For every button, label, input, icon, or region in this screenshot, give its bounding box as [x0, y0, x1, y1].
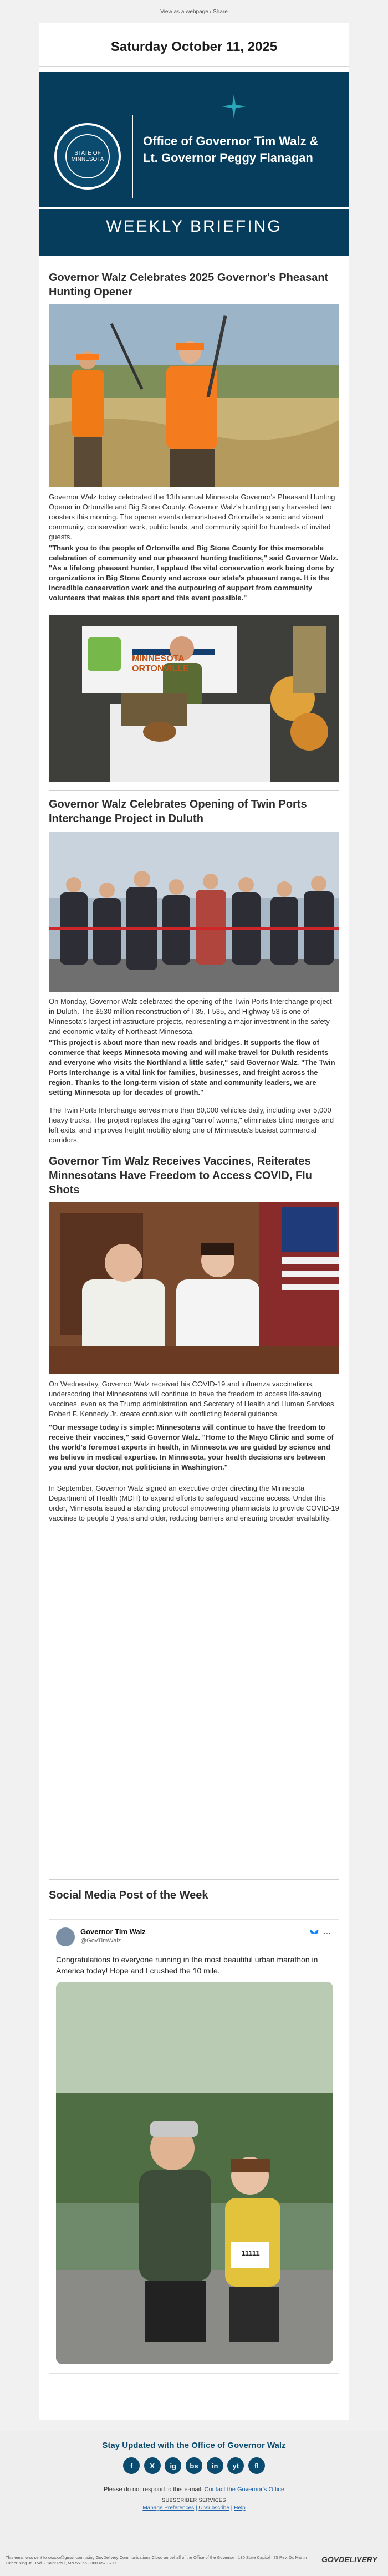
stay-updated-title: Stay Updated with the Office of Governor Walz: [102, 2441, 286, 2450]
date-header: [39, 28, 349, 67]
govdelivery-logo: GOVDELIVERY: [321, 2555, 377, 2564]
social-icons-row: [123, 2457, 265, 2476]
seal-inner: [65, 134, 110, 178]
photo-ribbon-cutting: [49, 832, 339, 992]
office-line-1: Office of Governor Tim Walz &: [143, 134, 319, 148]
footer: [0, 2431, 388, 2576]
subscription-links: [0, 2505, 388, 2511]
photo-vaccination: [49, 1202, 339, 1374]
contact-governor-link[interactable]: Contact the Governor's Office: [204, 2486, 284, 2493]
article-twin-ports-p3: The Twin Ports Interchange serves more than 80,000 vehicles daily, including over 5,000 heavy trucks. The project replaces the aging "can of worms," eliminates blind merges and left exits, and improves freight mobility along one of Minnesota's busiest commercial corridors.: [49, 1106, 334, 1144]
view-as-webpage-link[interactable]: View as a webpage / Share: [160, 8, 228, 15]
avatar: [56, 1927, 75, 1946]
manage-preferences-link[interactable]: Manage Preferences: [142, 2505, 195, 2511]
article-title-pheasant: Governor Walz Celebrates 2025 Governor's Pheasant Hunting Opener: [49, 272, 329, 298]
fine-print: This email was sent to xxxxxx@gmail.com using GovDelivery Communications Cloud on behalf of the Office of the Governor · 130 State Capitol · 75 Rev. Dr. Martin Luther King Jr. Blvd. · Saint Paul, MN 55155 · 800-657-3717: [6, 2555, 307, 2565]
post-text: Congratulations to everyone running in the most beautiful urban marathon in America today! Hope and I crushed the 10 mile.: [56, 1955, 318, 1975]
article-pheasant-p1: Governor Walz today celebrated the 13th annual Minnesota Governor's Pheasant Hunting Opener in Ortonville and Big Stone County. Governor Walz's hunting party harvested two roosters this morning. The opener events demonstrated Ortonville's scenic and vibrant community, conservation work, public lands, and community spirit for hundreds of invited guests.: [49, 493, 335, 541]
linkedin-icon[interactable]: in: [207, 2457, 223, 2474]
office-line-2: Lt. Governor Peggy Flanagan: [143, 151, 313, 165]
more-options-icon[interactable]: ⋯: [323, 1929, 331, 1937]
article-title-vaccines: Governor Tim Walz Receives Vaccines, Reiterates Minnesotans Have Freedom to Access COVID, Flu Shots: [49, 1155, 312, 1196]
view-as-webpage-bar: [0, 0, 388, 23]
sign-text-ortonville: MINNESOTA ORTONVILLE: [132, 654, 189, 674]
photo-pheasant-event: [49, 615, 339, 782]
facebook-icon[interactable]: f: [123, 2457, 140, 2474]
banner-divider-horizontal: [39, 207, 349, 209]
north-star-icon: [222, 94, 246, 119]
link-separator: |: [194, 2505, 199, 2511]
flickr-icon[interactable]: fl: [248, 2457, 265, 2474]
banner-divider-vertical: [132, 115, 133, 198]
weekly-briefing-title: WEEKLY BRIEFING: [106, 217, 282, 236]
article-pheasant-p2: "Thank you to the people of Ortonville and Big Stone County for this memorable celebration of community and our pheasant hunting traditions," said Governor Walz. "As a lifelong pheasant hunter, I applaud the vital conservation work being done by organizations in Big Stone County and across our state's pheasant range. It is the incredible conservation work and the outpouring of support from community volunteers that makes this sport and this event possible.": [49, 544, 339, 602]
section-divider: [49, 1879, 339, 1880]
link-separator: |: [229, 2505, 234, 2511]
bluesky-icon[interactable]: bs: [186, 2457, 202, 2474]
no-reply-text: Please do not respond to this e-mail.: [104, 2486, 205, 2493]
seal-text: STATE OF MINNESOTA: [71, 150, 104, 162]
race-bib-number: 11111: [241, 2249, 260, 2257]
article-title-twin-ports: Governor Walz Celebrates Opening of Twin Ports Interchange Project in Duluth: [49, 798, 307, 825]
section-divider: [49, 790, 339, 791]
photo-marathon-runners: [56, 1982, 333, 2364]
no-reply-notice: [0, 2486, 388, 2493]
help-link[interactable]: Help: [234, 2505, 246, 2511]
weekly-briefing-banner: [39, 72, 349, 256]
article-vaccines-p1: On Wednesday, Governor Walz received his COVID-19 and influenza vaccinations, underscoring that Minnesotans will continue to have the freedom to access life-saving vaccines, even as the Trump administration and Secretary of Health and Human Services Robert F. Kennedy Jr. create confusion with conflicting federal guidance.: [49, 1380, 334, 1418]
x-twitter-icon[interactable]: X: [144, 2457, 161, 2474]
subscriber-services-label: SUBSCRIBER SERVICES: [162, 2497, 226, 2503]
unsubscribe-link[interactable]: Unsubscribe: [198, 2505, 229, 2511]
photo-pheasant-hunters: [49, 304, 339, 487]
post-author-name: Governor Tim Walz: [80, 1927, 146, 1936]
bluesky-icon: [310, 1930, 319, 1937]
date-title: Saturday October 11, 2025: [110, 39, 278, 54]
social-post-card[interactable]: [49, 1919, 339, 2374]
article-vaccines-p3: In September, Governor Walz signed an executive order directing the Minnesota Department of Health (MDH) to expand efforts to safeguard vaccine access. Under this order, Minnesota issued a standing protocol empowering pharmacists to provide COVID-19 vaccines to people 3 years and older, reducing barriers and ensuring broader availability.: [49, 1484, 339, 1522]
social-section-title: Social Media Post of the Week: [49, 1889, 208, 1901]
post-author-handle: @GovTimWalz: [80, 1937, 121, 1944]
article-vaccines-p2: "Our message today is simple: Minnesotans will continue to have the freedom to receive their vaccines," said Governor Walz. "Home to the Mayo Clinic and some of the world's foremost experts in health, in Minnesota we are guided by science and we believe in medical expertise. In Minnesota, your health decisions are between you and your doctor, not politicians in Washington.": [49, 1423, 334, 1471]
youtube-icon[interactable]: yt: [227, 2457, 244, 2474]
state-seal-logo: [54, 123, 121, 190]
office-title: [143, 133, 343, 166]
instagram-icon[interactable]: ig: [165, 2457, 181, 2474]
article-twin-ports-p2: "This project is about more than new roads and bridges. It supports the flow of commerce that keeps Minnesota moving and will make travel for Duluth residents and everyone who visits the Northland a little safer," said Governor Walz. "The Twin Ports Interchange is a vital link for families, businesses, and freight across the region. Thanks to the long-term vision of state and community leaders, we are setting Minnesota up for decades of growth.": [49, 1038, 335, 1096]
article-twin-ports-p1: On Monday, Governor Walz celebrated the opening of the Twin Ports Interchange project in Duluth. The $530 million reconstruction of I-35, I-535, and Highway 53 is one of Minnesota's largest infrastructure projects, representing a major investment in the safety and economic vitality of Northeast Minnesota.: [49, 997, 332, 1035]
